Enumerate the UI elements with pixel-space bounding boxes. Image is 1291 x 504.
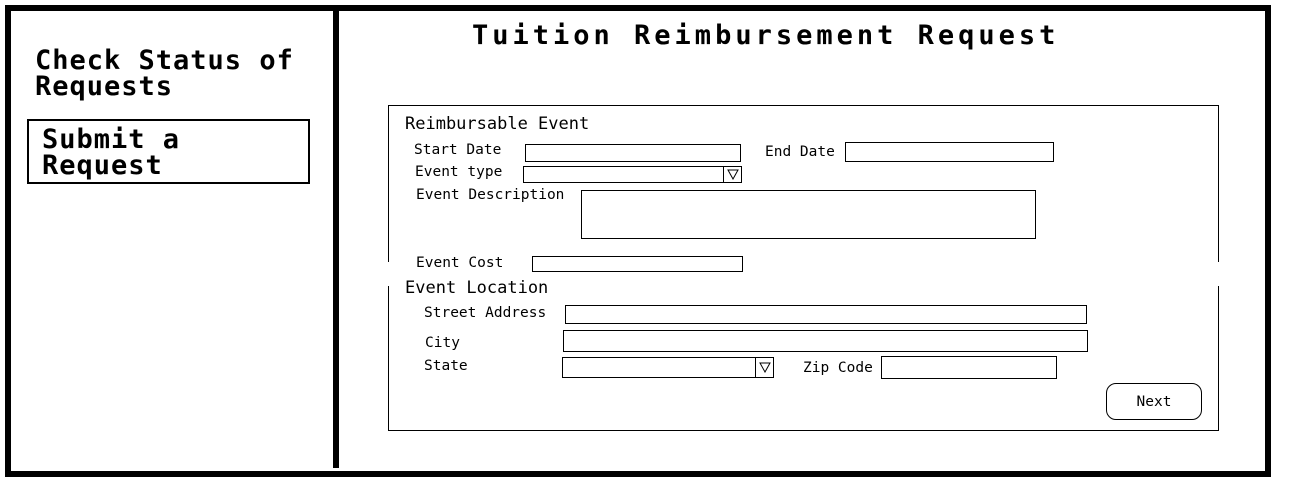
event-type-label: Event type: [415, 164, 503, 180]
state-label: State: [424, 358, 468, 374]
state-select[interactable]: [562, 357, 774, 378]
form-border-gap: [386, 262, 390, 286]
page-title: Tuition Reimbursement Request: [472, 20, 1060, 51]
end-date-input[interactable]: [845, 142, 1054, 162]
event-cost-label: Event Cost: [416, 255, 504, 271]
end-date-label: End Date: [765, 144, 835, 160]
reimbursable-event-heading: Reimbursable Event: [405, 114, 590, 134]
form-border-gap: [1216, 262, 1220, 286]
next-button[interactable]: Next: [1106, 383, 1202, 420]
zip-code-label: Zip Code: [803, 360, 873, 376]
city-input[interactable]: [563, 330, 1088, 352]
event-type-select[interactable]: [523, 166, 742, 183]
city-label: City: [425, 335, 460, 351]
submit-request-link[interactable]: Submit a Request: [27, 119, 310, 184]
street-address-input[interactable]: [565, 305, 1087, 324]
start-date-input[interactable]: [525, 144, 741, 162]
street-address-label: Street Address: [424, 305, 547, 321]
sidebar-divider: [333, 11, 339, 468]
dropdown-arrow-icon[interactable]: [755, 358, 773, 377]
event-cost-input[interactable]: [532, 256, 743, 272]
check-status-link[interactable]: Check Status of Requests: [35, 45, 294, 102]
event-location-heading: Event Location: [405, 278, 549, 298]
zip-code-input[interactable]: [881, 356, 1057, 379]
dropdown-arrow-icon[interactable]: [723, 167, 741, 182]
event-description-label: Event Description: [416, 187, 565, 203]
start-date-label: Start Date: [414, 142, 502, 158]
event-description-input[interactable]: [581, 190, 1036, 239]
